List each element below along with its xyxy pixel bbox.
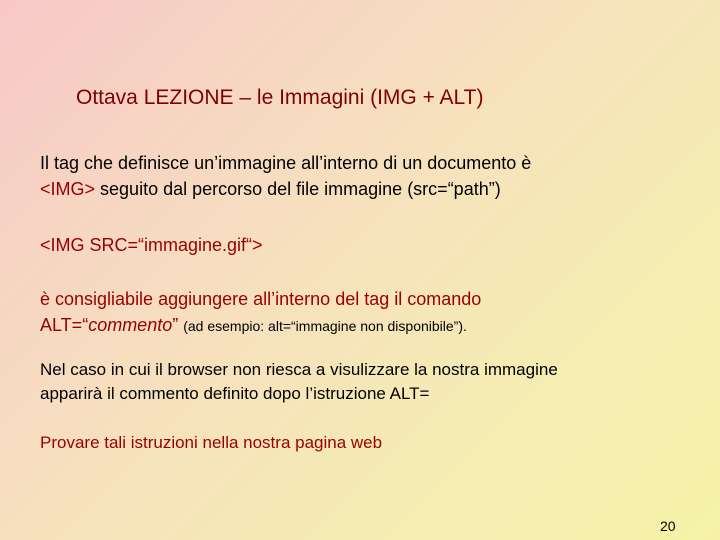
paragraph-alt [40,286,481,339]
browser-line-2: apparirà il commento definito dopo l’istruzione ALT= [40,384,430,403]
alt-attr-text: ALT=“ [40,315,89,335]
alt-example-text: (ad esempio: alt=“immagine non disponibile”). [183,318,467,334]
paragraph-browser [40,358,558,406]
commento-text: commento [88,315,173,335]
paragraph-exercise: Provare tali istruzioni nella nostra pagina web [40,433,383,452]
slide-title: Ottava LEZIONE – le Immagini (IMG + ALT) [76,86,484,109]
definition-line-2 [40,176,531,202]
page-number: 20 [660,518,676,534]
img-tag-text: <IMG> [40,179,96,199]
paragraph-definition [40,150,531,202]
definition-line-2-rest: seguito dal percorso del file immagine (src=“path”) [95,179,501,199]
alt-line-2 [40,312,481,339]
browser-line-1: Nel caso in cui il browser non riesca a visulizzare la nostra immagine [40,360,558,379]
definition-line-1: Il tag che definisce un’immagine all’interno di un documento è [40,153,532,173]
alt-line-1: è consigliabile aggiungere all’interno del tag il comando [40,289,482,309]
alt-close-quote: ” [172,315,184,335]
code-example: <IMG SRC=“immagine.gif“> [40,235,263,255]
